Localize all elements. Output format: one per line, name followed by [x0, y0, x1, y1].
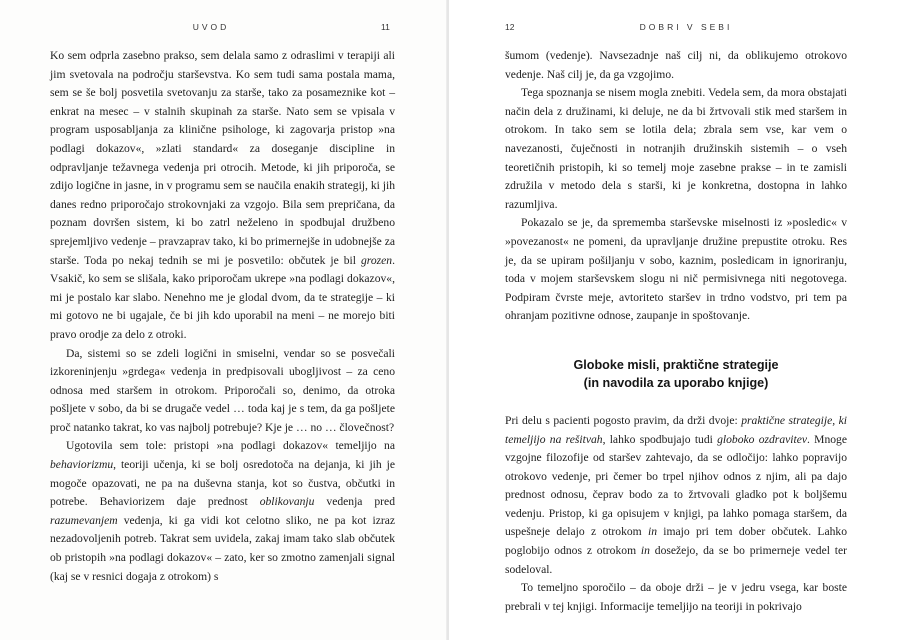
italic-text: in: [640, 544, 650, 558]
paragraph: [505, 579, 847, 616]
text-run: Da, sistemi so se zdeli logični in smiselni, vendar so se posvečali izkoreninjenju »grdega« vedenja in predpisovali ubogljivost – za ceno odnosa med staršem in otrokom. Priporočali so, denimo, da otroka pošljete v sobo, da bi se drugače vedel … toda kaj je s tem, da ga pošljete proč natanko takrat, ko vas najbolj potrebuje? Kje je … no … človečnost?: [50, 346, 395, 434]
right-page: [449, 0, 897, 640]
paragraph: [50, 47, 395, 345]
running-head: UVOD: [192, 22, 230, 32]
text-run: , lahko spodbujajo tudi: [602, 432, 718, 446]
italic-text: oblikovanju: [259, 495, 315, 509]
text-run: Ugotovila sem tole: pristopi »na podlagi dokazov« temeljijo na: [66, 439, 395, 453]
paragraph: [50, 437, 395, 586]
italic-text: in: [647, 525, 658, 539]
paragraph: [505, 412, 847, 579]
text-run: šumom (vedenje). Navsezadnje naš cilj ni, da oblikujemo otrokovo vedenje. Naš cilj je, da ga vzgojimo.: [505, 49, 847, 81]
page-number: 12: [505, 22, 515, 32]
page-number: 11: [381, 22, 390, 32]
text-run: imajo pri tem dober občutek. Lahko poglobijo odnos z otrokom: [505, 525, 848, 558]
text-run: Pri delu s pacienti pogosto pravim, da drži dvoje:: [505, 413, 742, 427]
text-run: Pokazalo se je, da sprememba starševske miselnosti iz »posledic« v »povezanost« ne pomeni, da upravljanje družine prepustite otroku. Res je, da se upiram pošiljanju v sobo, kaznim, posledicam in ignoriranju, toda v mojem starševskem slogu ni nič permisivnega niti negotovega. Podpiram čvrste meje, avtoriteto staršev in trdno vodstvo, pri tem pa ohranjam pozitivne odnose, zaupanje in spoštovanje.: [505, 216, 847, 323]
text-run: To temeljno sporočilo – da oboje drži – je v jedru vsega, kar boste prebrali v tej knjigi. Informacije temeljijo na teoriji in pokrivajo: [505, 581, 847, 613]
text-run: . Vsakič, ko sem se slišala, kako priporočam ukrepe »na podlagi dokazov«, mi je postalo kar slabo. Nenehno me je glodal dvom, da te strategije – ki mi gotovo ne bi ugajale, če bi jih kdo uporabil na meni – ne morejo biti pravo orodje za delo z otroki.: [50, 253, 395, 341]
italic-text: globoko ozdravitev: [717, 432, 807, 446]
paragraph: [50, 345, 395, 438]
left-page: [0, 0, 448, 640]
paragraph: [505, 84, 847, 214]
italic-text: praktične strategije, ki temeljijo na rešitvah: [505, 413, 847, 446]
paragraph: [505, 47, 847, 84]
body-text: [50, 47, 395, 586]
running-head: DOBRI V SEBI: [639, 22, 733, 32]
section-heading-subtitle: (in navodila za uporabo knjige): [583, 375, 769, 390]
section-heading: [505, 356, 847, 392]
text-run: , teoriji učenja, ki se bolj osredotoča na dejanja, ki jih je mogoče opazovati, ne pa na duševna stanja, kot so čustva, občutki in potrebe. Behaviorizem daje prednost: [50, 458, 395, 509]
italic-text: behaviorizmu: [50, 458, 114, 472]
text-run: . Mnoge vzgojne filozofije od staršev zahtevajo, da se odločijo: lahko popravijo otrokovo vedenje, pri čemer bo trpel njihov odnos z njim, ali pa dajo prednost odnosu, čeprav bodo za to žrtvovali gladko pot k boljšemu vedenju. Pristop, ki ga opisujem v knjigi, pa lahko pomaga staršem, da uspešneje delajo z otrokom: [505, 432, 847, 539]
body-text: [505, 47, 847, 616]
italic-text: grozen: [360, 253, 393, 267]
text-run: vedenja, ki ga vidi kot celotno sliko, ne pa kot izraz nezadovoljenih potreb. Takrat sem uvidela, zakaj imam tako slab občutek ob pristopih »na podlagi dokazov« – zato, ker so zmotno zamenjali signal (kaj se v resnici dogaja z otrokom) s: [50, 513, 395, 583]
text-run: Tega spoznanja se nisem mogla znebiti. Vedela sem, da mora obstajati način dela z družinami, ki deluje, ne da bi žrtvovali stik med staršem in otrokom. In tako sem se lotila dela; zbrala sem vse, kar vem o navezanosti, čuječnosti in notranjih družinskih sistemih – o vseh teoretičnih pristopih, ki so temelj moje zasebne prakse – in te zamisli združila v metodo dela s starši, ki je konkretna, dostopna in lahko razumljiva.: [505, 86, 847, 211]
text-run: Ko sem odprla zasebno prakso, sem delala samo z odraslimi v terapiji ali jim svetovala na področju starševstva. Ko sem tudi sama postala mama, sem se še bolj posvetila svetovanju za starše, tako za posameznike kot – enkrat na mesec – v stalnih skupinah za starše. Nato sem se vpisala v program usposabljanja za klinične psihologe, ki zagovarja pristop »na podlagi dokazov«, »zlati standard« za doseganje discipline in odpravljanje težavnega vedenja pri otrocih. Metode, ki jih priporoča, se zdijo logične in jasne, in v programu sem se naučila enakih strategij, ki jih danes redno priporočajo strokovnjaki za vzgojo. Bila sem prepričana, da poznam dovršen sistem, ki bo zatrl neželeno in spodbujal družbeno sprejemljivo vedenje – pravzaprav tako, ki bo primernejše in udobnejše za starše. Toda po nekaj tednih se mi je posvetilo: občutek je bil: [50, 49, 395, 267]
italic-text: razumevanjem: [50, 513, 118, 527]
text-run: dosežejo, da se bo primerneje vedel ter sodeloval.: [505, 544, 847, 576]
paragraph: [505, 214, 847, 326]
text-run: vedenja pred: [314, 495, 395, 509]
section-heading-line: Globoke misli, praktične strategije: [573, 357, 779, 372]
